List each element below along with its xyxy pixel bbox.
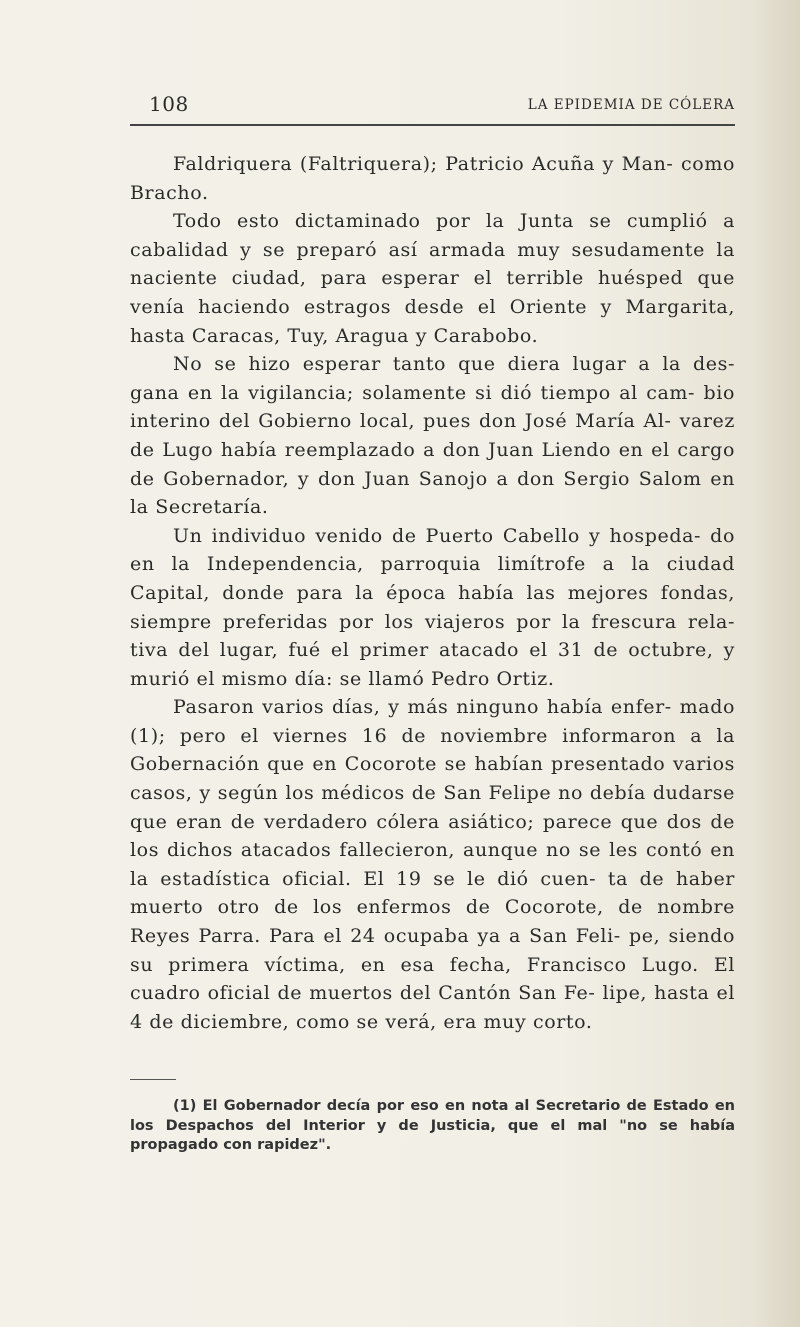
paragraph: Pasaron varios días, y más ninguno había enfer- mado (1); pero el viernes 16 de noviembre informaron a la Gobernación que en Cocorote se habían presentado varios casos, y según los médicos de San Felipe no debía dudarse que eran de verdadero cólera asiático; parece que dos de los dichos atacados fallecieron, aunque no se les contó en la estadística oficial. El 19 se le dió cuen- ta de haber muerto otro de los enfermos de Cocorote, de nombre Reyes Parra. Para el 24 ocupaba ya a San Feli- pe, siendo su primera víctima, en esa fecha, Francisco Lugo. El cuadro oficial de muertos del Cantón San Fe- lipe, hasta el 4 de diciembre, como se verá, era muy corto.: [130, 696, 735, 1033]
page-number: 108: [149, 92, 189, 116]
paragraph: Faldriquera (Faltriquera); Patricio Acuña y Man- como Bracho.: [130, 153, 735, 204]
paragraph: No se hizo esperar tanto que diera lugar a la des- gana en la vigilancia; solamente si dió tiempo al cam- bio interino del Gobierno local, pues don José María Al- varez de Lugo había reemplazado a don Juan Liendo en el cargo de Gobernador, y don Juan Sanojo a don Sergio Salom en la Secretaría.: [130, 353, 735, 519]
footnote-divider: [130, 1079, 176, 1080]
paragraph: Un individuo venido de Puerto Cabello y hospeda- do en la Independencia, parroquia limítrofe a la ciudad Capital, donde para la época había las mejores fondas, siempre preferidas por los viajeros por la frescura rela- tiva del lugar, fué el primer atacado el 31 de octubre, y murió el mismo día: se llamó Pedro Ortiz.: [130, 524, 735, 690]
running-title: LA EPIDEMIA DE CÓLERA: [527, 97, 735, 113]
paragraph: Todo esto dictaminado por la Junta se cumplió a cabalidad y se preparó así armada muy sesudamente la naciente ciudad, para esperar el terrible huésped que venía haciendo estragos desde el Oriente y Margarita, hasta Caracas, Tuy, Aragua y Carabobo.: [130, 210, 735, 347]
running-head: [130, 92, 735, 126]
footnote: (1) El Gobernador decía por eso en nota al Secretario de Estado en los Despachos del Interior y de Justicia, que el mal "no se había propagado con rapidez".: [130, 1098, 735, 1153]
body-text: [130, 150, 735, 1036]
